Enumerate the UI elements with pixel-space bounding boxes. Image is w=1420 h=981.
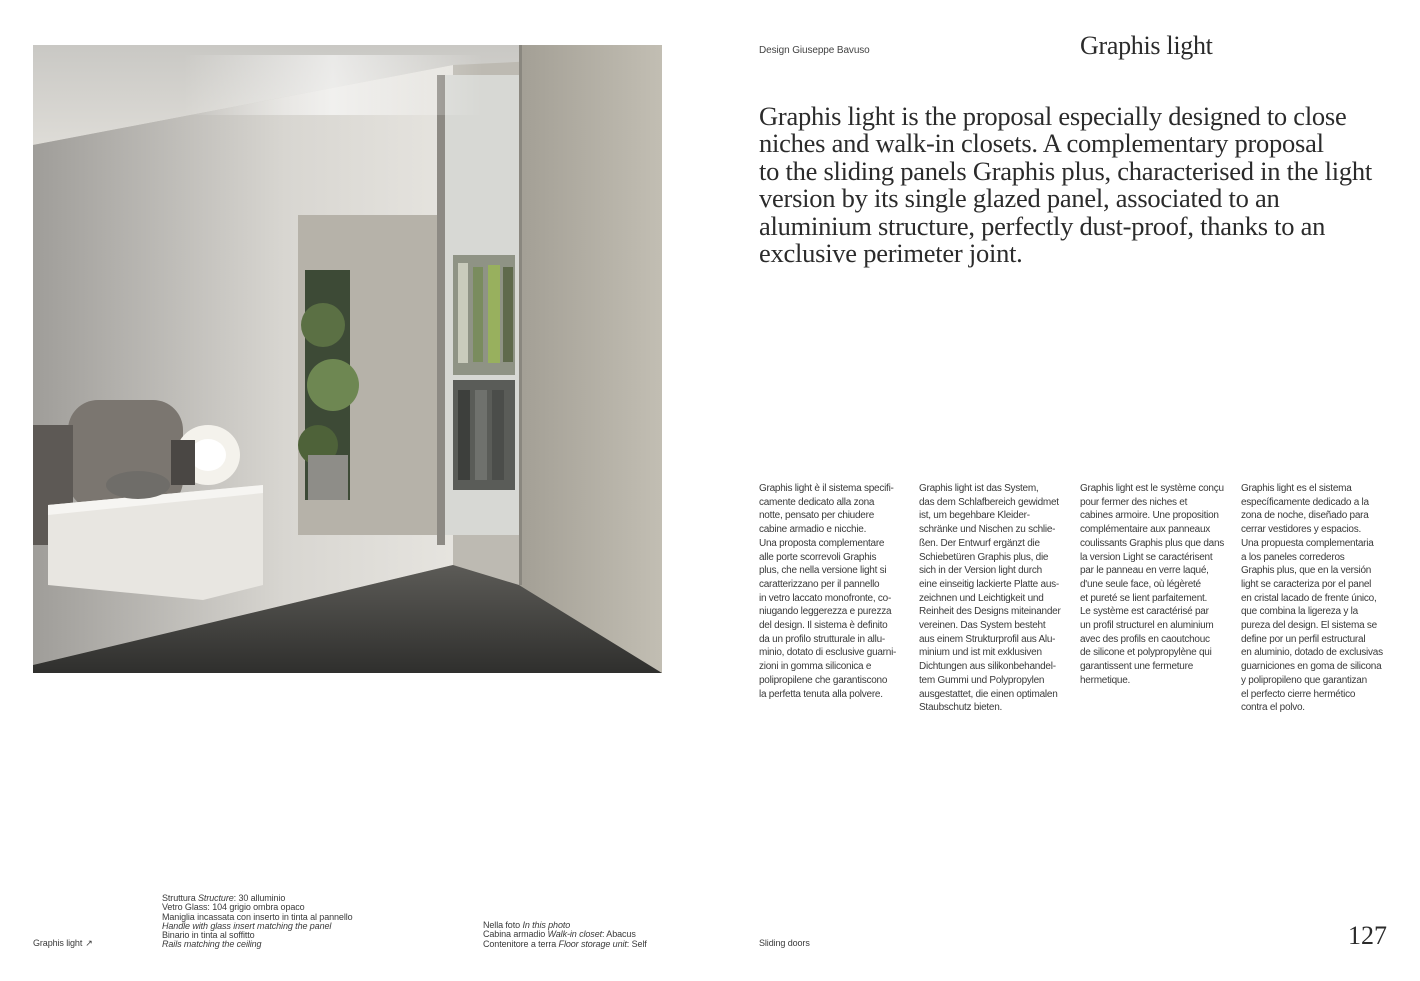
lead-paragraph (759, 103, 1399, 267)
footer-line: Binario in tinta al soffitto (162, 930, 255, 941)
description-line: a los paneles correderos (1241, 551, 1345, 563)
description-line: Reinheit des Designs miteinander (919, 606, 1061, 618)
description-line: Graphis plus, que en la versión (1241, 565, 1372, 577)
description-line: zeichnen und Leichtigkeit und (919, 592, 1044, 604)
description-line: cerrar vestidores y espacios. (1241, 524, 1362, 536)
description-line: zioni in gomma siliconica e (759, 661, 872, 673)
description-line: ist, um begehbare Kleider- (919, 510, 1030, 522)
description-line: minio, dotato di esclusive guarni- (759, 647, 897, 659)
footer-line: Rails matching the ceiling (162, 939, 262, 950)
description-line: vereinen. Das System besteht (919, 620, 1046, 632)
description-line: cabines armoire. Une proposition (1080, 510, 1219, 522)
description-line: polipropilene che garantiscono (759, 674, 888, 686)
designer-credit: Design Giuseppe Bavuso (759, 45, 870, 56)
description-line: light se caracteriza por el panel (1241, 578, 1372, 590)
description-line: in vetro laccato monofronte, co- (759, 592, 892, 604)
description-french (1080, 482, 1232, 688)
interior-photo (33, 45, 662, 673)
description-line: niugando leggerezza e purezza (759, 606, 892, 618)
lead-line: aluminium structure, perfectly dust-proof, thanks to an (759, 210, 1326, 241)
footer-product-link[interactable] (33, 939, 93, 948)
description-line: Dichtungen aus silikonbehandel- (919, 661, 1056, 673)
footer-line: Vetro Glass: 104 grigio ombra opaco (162, 902, 305, 913)
description-line: camente dedicato alla zona (759, 496, 875, 508)
description-line: hermetique. (1080, 674, 1131, 686)
lead-line: to the sliding panels Graphis plus, characterised in the light (759, 155, 1372, 186)
description-line: caratterizzano per il pannello (759, 578, 880, 590)
product-specs (162, 894, 353, 950)
description-line: tem Gummi und Polypropylen (919, 674, 1045, 686)
footer-line: Struttura Structure: 30 alluminio (162, 893, 286, 903)
description-line: alle porte scorrevoli Graphis (759, 551, 877, 563)
footer-line: Nella foto In this photo (483, 920, 571, 930)
description-line: par le panneau en verre laqué, (1080, 565, 1209, 577)
description-line: del design. Il sistema è definito (759, 620, 888, 632)
description-line: contra el polvo. (1241, 702, 1305, 714)
description-line: y polipropileno que garantizan (1241, 674, 1367, 686)
description-line: eine einseitig lackierte Platte aus- (919, 578, 1059, 590)
description-line: Graphis light es el sistema (1241, 483, 1352, 494)
description-line: la version Light se caractérisent (1080, 551, 1213, 563)
description-italian (759, 482, 911, 701)
description-line: Le système est caractérisé par (1080, 606, 1209, 618)
footer-line: Contenitore a terra Floor storage unit: Self (483, 938, 647, 949)
footer-line: Cabina armadio Walk-in closet: Abacus (483, 929, 636, 940)
description-line: el perfecto cierre hermético (1241, 688, 1356, 700)
description-line: et pureté se lient parfaitement. (1080, 592, 1208, 604)
footer-line: Maniglia incassata con inserto in tinta al pannello (162, 911, 353, 922)
lead-line: version by its single glazed panel, associated to an (759, 183, 1280, 214)
description-line: plus, che nella versione light si (759, 565, 887, 577)
description-line: d'une seule face, où légèreté (1080, 578, 1201, 590)
description-line: Graphis light è il sistema specifi- (759, 483, 894, 494)
description-line: ßen. Der Entwurf ergänzt die (919, 537, 1040, 549)
description-line: específicamente dedicado a la (1241, 496, 1369, 508)
description-line: das dem Schlafbereich gewidmet (919, 496, 1059, 508)
description-line: da un profilo strutturale in allu- (759, 633, 886, 645)
description-line: schränke und Nischen zu schlie- (919, 524, 1056, 536)
description-line: aus einem Strukturprofil aus Alu- (919, 633, 1056, 645)
description-line: pureza del design. El sistema se (1241, 620, 1377, 632)
description-line: minium und ist mit exklusiven (919, 647, 1042, 659)
lead-line: Graphis light is the proposal especially designed to close (759, 101, 1347, 131)
arrow-up-right-icon: ↗ (85, 938, 93, 948)
product-title: Graphis light (1080, 31, 1213, 60)
description-line: cabine armadio e nicchie. (759, 524, 867, 536)
description-line: coulissants Graphis plus que dans (1080, 537, 1225, 549)
footer-product-name: Graphis light (33, 938, 83, 948)
description-line: Graphis light est le système conçu (1080, 483, 1224, 494)
description-german (919, 482, 1071, 715)
description-line: pour fermer des niches et (1080, 496, 1188, 508)
description-line: complémentaire aux panneaux (1080, 524, 1211, 536)
description-line: garantissent une fermeture (1080, 661, 1194, 673)
description-line: en aluminio, dotado de exclusivas (1241, 647, 1383, 659)
photo-credits (483, 921, 647, 949)
description-line: de silicone et polypropylène qui (1080, 647, 1212, 659)
description-line: Schiebetüren Graphis plus, die (919, 551, 1049, 563)
description-line: Una proposta complementare (759, 537, 885, 549)
description-line: notte, pensato per chiudere (759, 510, 875, 522)
footer-line: Handle with glass insert matching the panel (162, 920, 332, 931)
description-spanish (1241, 482, 1393, 715)
description-line: sich in der Version light durch (919, 565, 1042, 577)
description-line: zona de noche, diseñado para (1241, 510, 1369, 522)
description-line: en cristal lacado de frente único, (1241, 592, 1377, 604)
section-label: Sliding doors (759, 938, 810, 948)
lead-line: niches and walk-in closets. A complementary proposal (759, 128, 1324, 159)
description-line: Staubschutz bieten. (919, 702, 1003, 714)
description-line: Graphis light ist das System, (919, 483, 1039, 494)
description-line: un profil structurel en aluminium (1080, 620, 1214, 632)
description-line: avec des profils en caoutchouc (1080, 633, 1210, 645)
description-line: guarniciones en goma de silicona (1241, 661, 1382, 673)
description-line: que combina la ligereza y la (1241, 606, 1358, 618)
description-line: ausgestattet, die einen optimalen (919, 688, 1058, 700)
description-line: Una propuesta complementaria (1241, 537, 1374, 549)
lead-line: exclusive perimeter joint. (759, 238, 1023, 269)
description-line: define por un perfil estructural (1241, 633, 1366, 645)
page-number: 127 (1348, 921, 1387, 950)
description-line: la perfetta tenuta alla polvere. (759, 688, 883, 700)
interior-photo-illustration (33, 45, 662, 673)
